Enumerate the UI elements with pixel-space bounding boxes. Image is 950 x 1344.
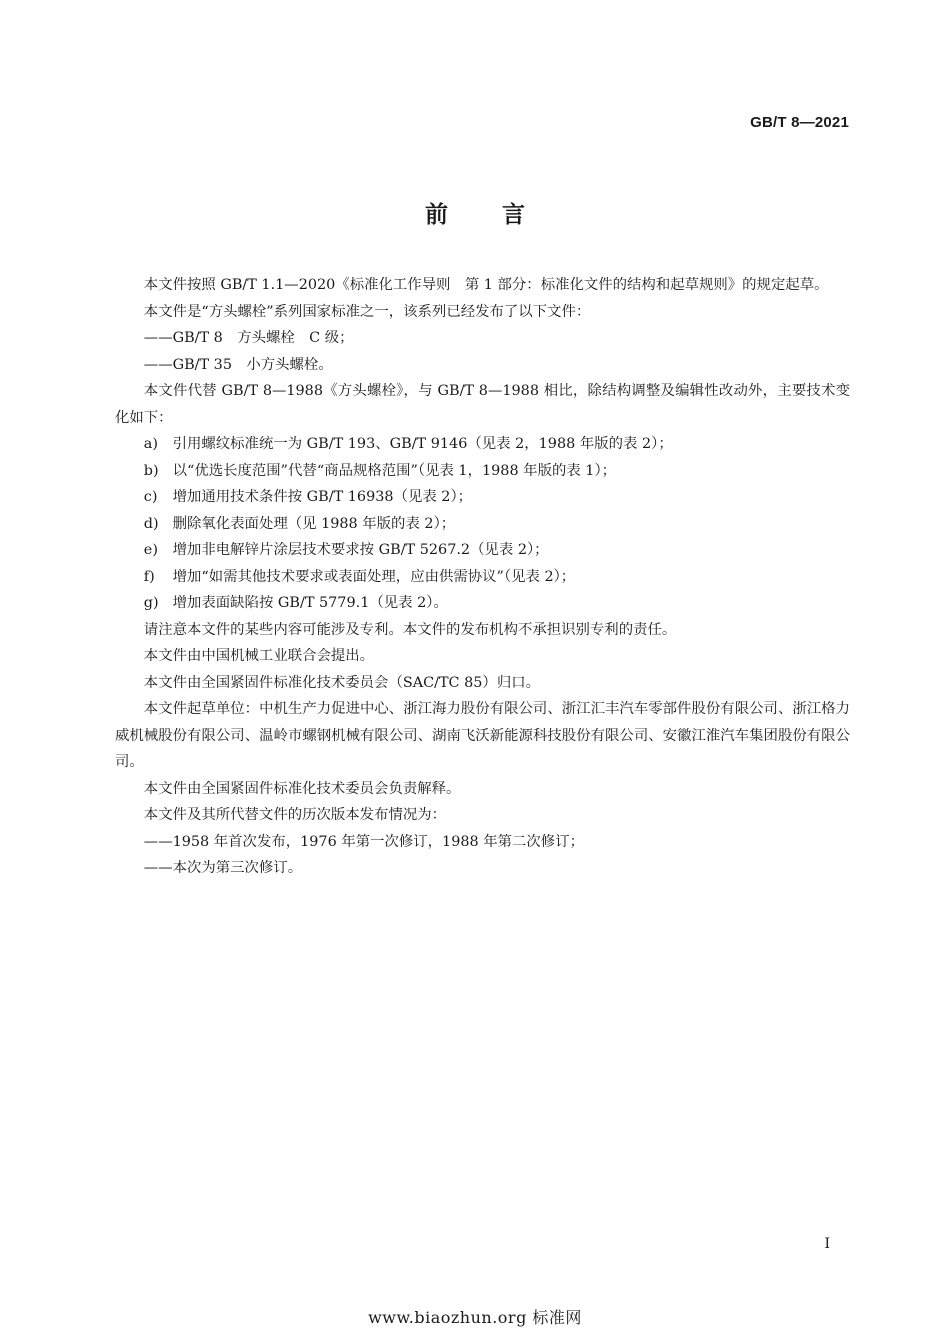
list-item-label: e) [143,542,158,558]
footer-watermark: www.biaozhun.org 标准网 [368,1308,582,1327]
page-number: I [824,1236,830,1252]
list-item [115,431,850,458]
paragraph: 本文件由全国紧固件标准化技术委员会（SAC/TC 85）归口。 [143,674,540,691]
list-item-text: 增加表面缺陷按 GB/T 5779.1（见表 2）。 [172,595,448,611]
list-item-text: 增加非电解锌片涂层技术要求按 GB/T 5267.2（见表 2）； [172,542,549,558]
list-item-text: 删除氧化表面处理（见 1988 年版的表 2）； [172,515,456,532]
paragraph: 本文件起草单位：中机生产力促进中心、浙江海力股份有限公司、浙江汇丰汽车零部件股份有限公司、浙江格力威机械股份有限公司、温岭市螺钢机械有限公司、湖南飞沃新能源科技股份有限公司、安徽江淮汽车集团股份有限公司。 [115,701,850,770]
list-item-label: g) [143,595,159,611]
list-item-text: 增加“如需其他技术要求或表面处理，应由供需协议”（见表 2）； [172,568,576,585]
list-item-label: f) [143,568,155,585]
list-item [115,537,850,564]
list-item [115,590,850,617]
dash-item: ——GB/T 8 方头螺栓 C 级； [143,330,354,346]
list-item-label: c) [143,489,158,505]
list-item [115,484,850,511]
paragraph: 本文件由中国机械工业联合会提出。 [143,648,375,664]
list-item-text: 以“优选长度范围”代替“商品规格范围”（见表 1，1988 年版的表 1）； [172,462,617,479]
standard-code: GB/T 8—2021 [750,114,849,131]
dash-item: ——GB/T 35 小方头螺栓。 [143,356,333,373]
page-title: 前言 [425,202,579,228]
preface-body [115,272,850,882]
paragraph: 本文件按照 GB/T 1.1—2020《标准化工作导则 第 1 部分：标准化文件的结构和起草规则》的规定起草。 [143,277,829,293]
paragraph: 本文件是“方头螺栓”系列国家标准之一，该系列已经发布了以下文件： [143,303,591,320]
paragraph: 本文件由全国紧固件标准化技术委员会负责解释。 [143,780,461,797]
list-item-label: d) [143,515,159,532]
list-item-label: b) [143,462,159,479]
dash-item: ——本次为第三次修订。 [143,860,303,876]
list-item-text: 引用螺纹标准统一为 GB/T 193、GB/T 9146（见表 2，1988 年版的表 2）； [172,436,673,452]
list-item [115,564,850,591]
list-item-label: a) [143,436,158,452]
list-item [115,458,850,485]
list-item [115,511,850,538]
paragraph: 本文件代替 GB/T 8—1988《方头螺栓》，与 GB/T 8—1988 相比，除结构调整及编辑性改动外，主要技术变化如下： [115,383,850,426]
paragraph: 请注意本文件的某些内容可能涉及专利。本文件的发布机构不承担识别专利的责任。 [143,621,677,638]
dash-item: ——1958 年首次发布，1976 年第一次修订，1988 年第二次修订； [143,833,584,850]
list-item-text: 增加通用技术条件按 GB/T 16938（见表 2）； [172,489,473,505]
paragraph: 本文件及其所代替文件的历次版本发布情况为： [143,807,447,823]
